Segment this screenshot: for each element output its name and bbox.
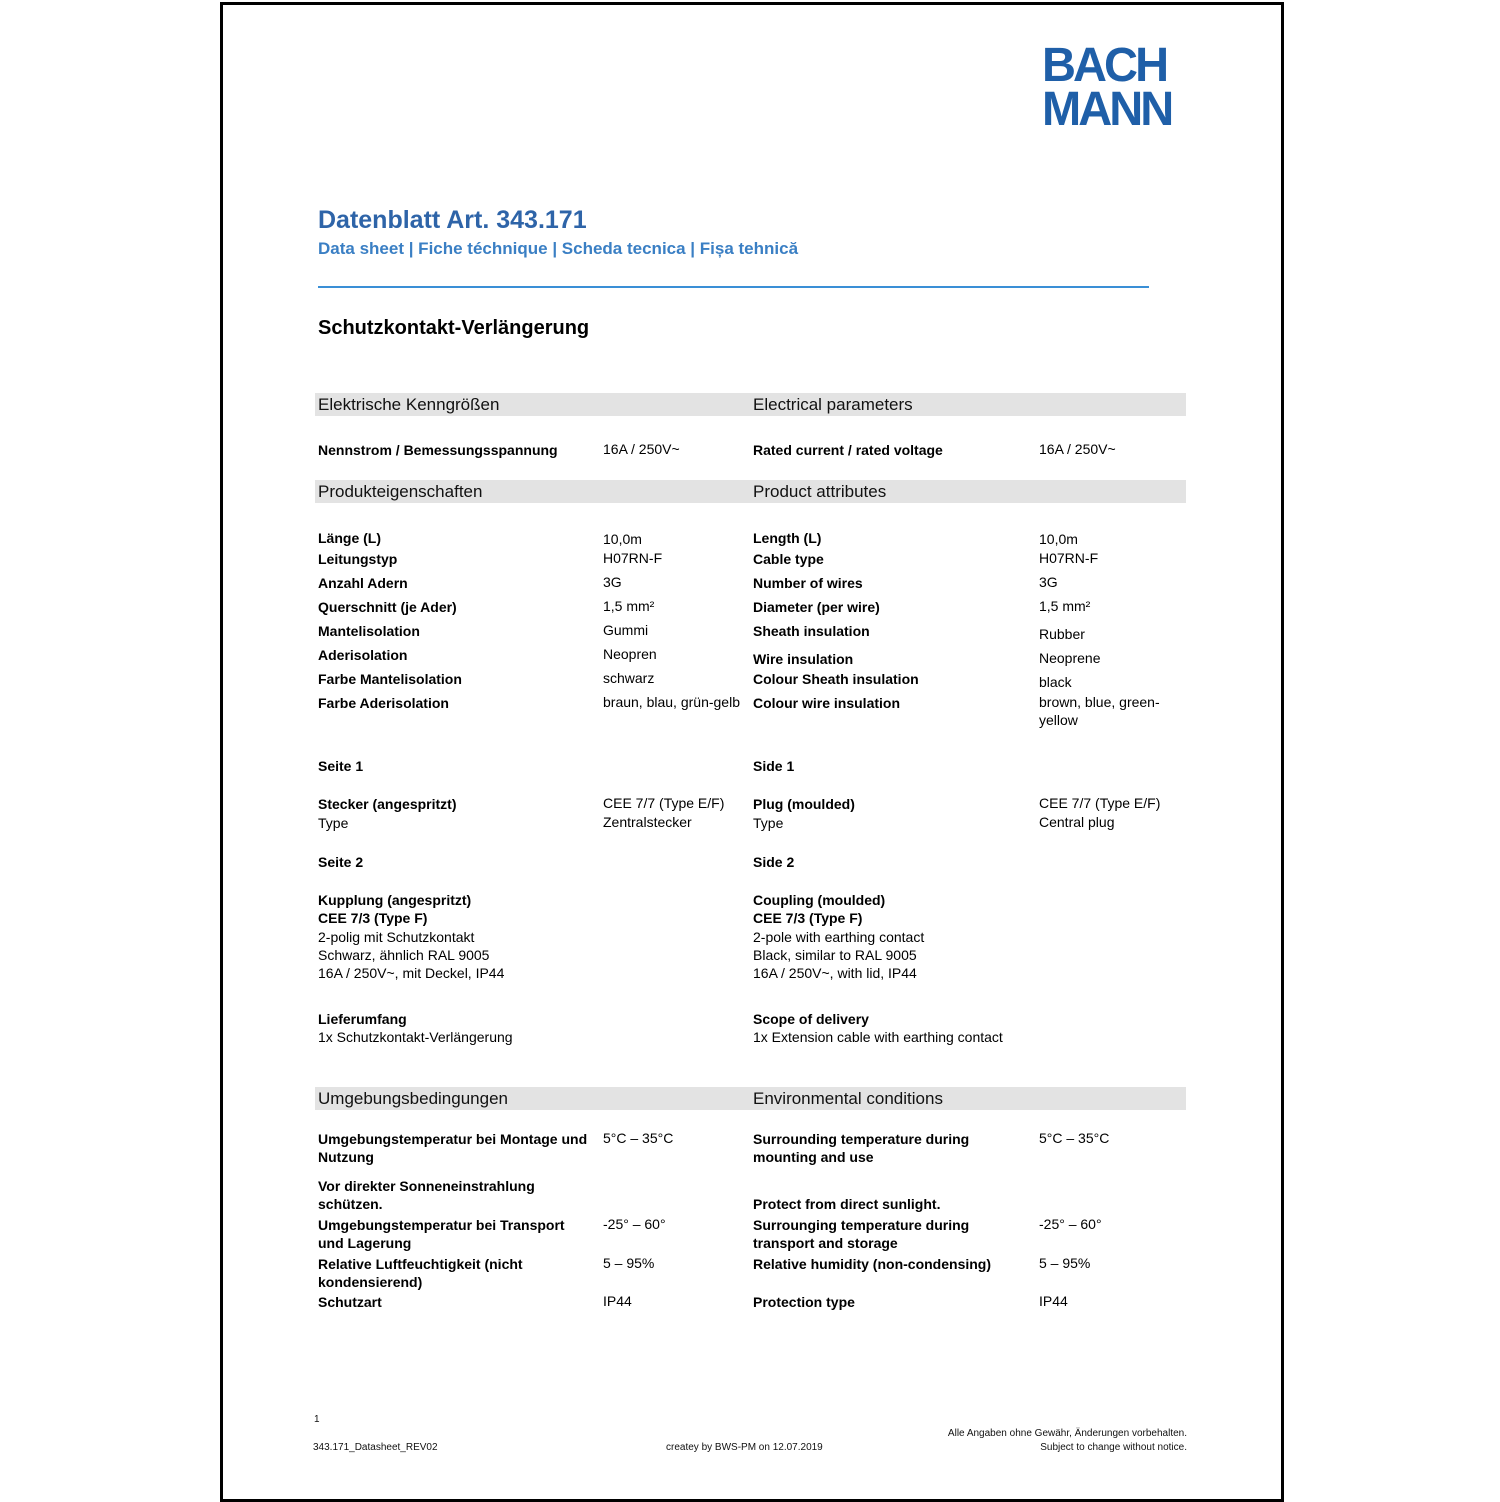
attr-label-de: Anzahl Adern — [318, 575, 408, 591]
attr-value-de: schwarz — [603, 670, 655, 686]
coupling-line-en: 16A / 250V~, with lid, IP44 — [753, 965, 917, 981]
env-value-de: -25° – 60° — [603, 1216, 666, 1232]
attr-label-de: Mantelisolation — [318, 623, 420, 639]
env-value-en: 5°C – 35°C — [1039, 1130, 1110, 1146]
logo-line-2: MANN — [1042, 83, 1172, 136]
footer-doc-id: 343.171_Datasheet_REV02 — [313, 1442, 438, 1453]
attr-value-de: braun, blau, grün-gelb — [603, 694, 740, 710]
side1-heading-en: Side 1 — [753, 758, 795, 774]
attr-value-de: Neopren — [603, 646, 657, 662]
spec-label: Rated current / rated voltage — [753, 442, 943, 458]
attr-value-de: 3G — [603, 574, 622, 590]
env-value-de: IP44 — [603, 1293, 632, 1309]
attr-label-en: Sheath insulation — [753, 623, 870, 639]
section-heading-en: Product attributes — [753, 482, 887, 501]
plug-value-de: CEE 7/7 (Type E/F) — [603, 795, 725, 811]
attr-label-de: Querschnitt (je Ader) — [318, 599, 457, 615]
product-name: Schutzkontakt-Verlängerung — [318, 317, 590, 339]
attr-label-de: Aderisolation — [318, 647, 408, 663]
coupling-line-en: Coupling (moulded) — [753, 892, 886, 908]
section-band-product — [315, 480, 1186, 503]
env-label-de: schützen. — [318, 1196, 383, 1212]
attr-value-en: Rubber — [1039, 626, 1085, 642]
attr-label-de: Leitungstyp — [318, 551, 398, 567]
attr-value-de: Gummi — [603, 622, 649, 638]
section-heading-de: Produkteigenschaften — [318, 482, 483, 501]
attr-value-en: black — [1039, 674, 1072, 690]
attr-label-en: Colour Sheath insulation — [753, 671, 919, 687]
env-label-de: Umgebungstemperatur bei Transport — [318, 1217, 565, 1233]
section-heading-en: Environmental conditions — [753, 1089, 943, 1108]
footer-created: createy by BWS-PM on 12.07.2019 — [666, 1442, 823, 1453]
attr-value-en: 10,0m — [1039, 531, 1078, 547]
coupling-line-de: Kupplung (angespritzt) — [318, 892, 472, 908]
plug-type-label-en: Type — [753, 815, 784, 831]
attr-label-en: Number of wires — [753, 575, 863, 591]
logo-line-1: BACH — [1042, 39, 1167, 92]
coupling-line-en: 2-pole with earthing contact — [753, 929, 925, 945]
env-value-de: 5 – 95% — [603, 1255, 655, 1271]
page-number: 1 — [314, 1414, 320, 1425]
env-label-en: mounting and use — [753, 1149, 874, 1165]
attr-label-en: Cable type — [753, 551, 824, 567]
attr-value-en: yellow — [1039, 712, 1078, 728]
section-band-environment — [315, 1087, 1186, 1110]
plug-type-value-de: Zentralstecker — [603, 814, 692, 830]
section-heading-de: Umgebungsbedingungen — [318, 1089, 508, 1108]
coupling-line-en: Black, similar to RAL 9005 — [753, 947, 917, 963]
attr-value-en: Neoprene — [1039, 650, 1101, 666]
delivery-value-de: 1x Schutzkontakt-Verlängerung — [318, 1029, 513, 1045]
attr-label-de: Farbe Mantelisolation — [318, 671, 462, 687]
attr-value-en: H07RN-F — [1039, 550, 1099, 566]
attr-label-en: Length (L) — [753, 530, 822, 546]
plug-value-en: CEE 7/7 (Type E/F) — [1039, 795, 1161, 811]
attr-label-en: Wire insulation — [753, 651, 854, 667]
env-value-de: 5°C – 35°C — [603, 1130, 674, 1146]
coupling-line-en: CEE 7/3 (Type F) — [753, 910, 863, 926]
footer-disclaimer-en: Subject to change without notice. — [1040, 1442, 1187, 1453]
document-title: Datenblatt Art. 343.171 — [318, 206, 587, 234]
attr-value-de: H07RN-F — [603, 550, 663, 566]
plug-label-de: Stecker (angespritzt) — [318, 796, 457, 812]
spec-label: Nennstrom / Bemessungsspannung — [318, 442, 558, 458]
env-label-en: Surrounging temperature during — [753, 1217, 970, 1233]
env-label-en: transport and storage — [753, 1235, 898, 1251]
plug-type-label-de: Type — [318, 815, 349, 831]
attr-label-de: Farbe Aderisolation — [318, 695, 449, 711]
delivery-heading-de: Lieferumfang — [318, 1011, 407, 1027]
env-label-de: Relative Luftfeuchtigkeit (nicht — [318, 1256, 523, 1272]
env-label-de: Schutzart — [318, 1294, 382, 1310]
section-heading-en: Electrical parameters — [753, 395, 913, 414]
coupling-line-de: 2-polig mit Schutzkontakt — [318, 929, 475, 945]
plug-label-en: Plug (moulded) — [753, 796, 855, 812]
document-subtitle: Data sheet | Fiche téchnique | Scheda tecnica | Fișa tehnică — [318, 239, 799, 258]
coupling-line-de: 16A / 250V~, mit Deckel, IP44 — [318, 965, 505, 981]
env-label-en: Protect from direct sunlight. — [753, 1196, 941, 1212]
delivery-heading-en: Scope of delivery — [753, 1011, 869, 1027]
env-value-en: -25° – 60° — [1039, 1216, 1102, 1232]
attr-label-en: Diameter (per wire) — [753, 599, 880, 615]
env-label-de: und Lagerung — [318, 1235, 412, 1251]
env-label-de: Nutzung — [318, 1149, 374, 1165]
bachmann-logo — [1042, 39, 1188, 136]
delivery-value-en: 1x Extension cable with earthing contact — [753, 1029, 1003, 1045]
section-heading-de: Elektrische Kenngrößen — [318, 395, 500, 414]
coupling-line-de: CEE 7/3 (Type F) — [318, 910, 428, 926]
env-label-de: Umgebungstemperatur bei Montage und — [318, 1131, 588, 1147]
side2-heading-de: Seite 2 — [318, 854, 364, 870]
env-label-en: Relative humidity (non-condensing) — [753, 1256, 992, 1272]
attr-label-de: Länge (L) — [318, 530, 381, 546]
env-value-en: IP44 — [1039, 1293, 1068, 1309]
section-band-electrical — [315, 393, 1186, 416]
attr-value-en: 3G — [1039, 574, 1058, 590]
env-label-en: Protection type — [753, 1294, 855, 1310]
attr-value-de: 1,5 mm² — [603, 598, 655, 614]
side2-heading-en: Side 2 — [753, 854, 795, 870]
env-label-de: Vor direkter Sonneneinstrahlung — [318, 1178, 535, 1194]
attr-label-en: Colour wire insulation — [753, 695, 901, 711]
attr-value-de: 10,0m — [603, 531, 642, 547]
attr-value-en: brown, blue, green- — [1039, 694, 1160, 710]
title-divider — [318, 286, 1149, 288]
spec-value: 16A / 250V~ — [1039, 441, 1116, 457]
env-label-en: Surrounding temperature during — [753, 1131, 970, 1147]
spec-value: 16A / 250V~ — [603, 441, 680, 457]
footer-disclaimer-de: Alle Angaben ohne Gewähr, Änderungen vorbehalten. — [947, 1428, 1187, 1439]
attr-value-en: 1,5 mm² — [1039, 598, 1091, 614]
plug-type-value-en: Central plug — [1039, 814, 1115, 830]
env-value-en: 5 – 95% — [1039, 1255, 1091, 1271]
coupling-line-de: Schwarz, ähnlich RAL 9005 — [318, 947, 490, 963]
side1-heading-de: Seite 1 — [318, 758, 364, 774]
env-label-de: kondensierend) — [318, 1274, 423, 1290]
